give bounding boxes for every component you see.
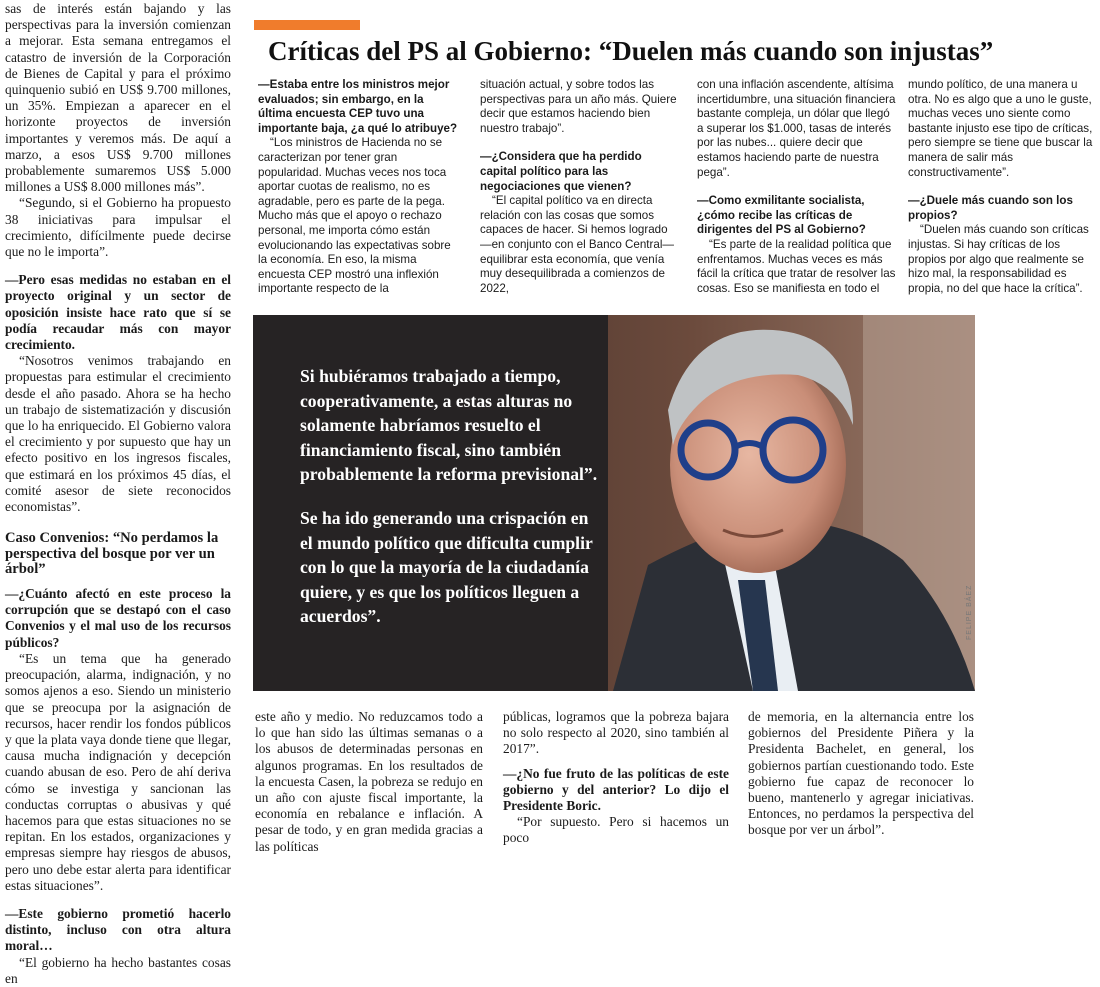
body-paragraph: “Segundo, si el Gobierno ha propuesto 38 iniciativas para impulsar el crecimiento, difícilmente puede decirse que no le importa”. [5,195,231,260]
left-column [5,0,231,986]
body-paragraph: públicas, logramos que la pobreza bajara no solo respecto al 2020, sino también al 2017”. [503,709,729,757]
interview-answer: “Los ministros de Hacienda no se caracterizan por tener gran popularidad. Muchas veces nos toca aportar cuotas de realismo, no es agradable, pero es parte de la pega. Mucho más que el apoyo o rechazo personal, me importa cómo están evolucionando las expectativas sobre la economía. En eso, la misma encuesta CEP mostró una inflexión importante respecto de la [258,136,451,296]
bottom-column-2 [503,709,729,846]
interview-answer: con una inflación ascendente, altísima incertidumbre, una situación financiera bastante compleja, un dólar que llegó a superar los $1.000, tasas de interés por las nubes... quiere decir que estamos haciendo parte de nuestra pega”. [697,78,896,179]
interview-question: —Como exmilitante socialista, ¿cómo recibe las críticas de dirigentes del PS al Gobierno? [697,194,866,237]
interview-answer: situación actual, y sobre todos las perspectivas para un año más. Quiere decir que estamos haciendo bien nuestro trabajo”. [480,78,677,135]
interview-question: —¿Considera que ha perdido capital político para las negociaciones que vienen? [480,150,642,193]
article-headline: Críticas del PS al Gobierno: “Duelen más cuando son injustas” [268,36,994,66]
interview-question: —¿No fue fruto de las políticas de este gobierno y del anterior? Lo dijo el Presidente Boric. [503,765,729,814]
section-subhead: Caso Convenios: “No perdamos la perspectiva del bosque por ver un árbol” [5,530,219,578]
interview-answer: “El capital político va en directa relación con las cosas que somos capaces de hacer. Si hemos logrado —en conjunto con el Banco Central— equilibrar esta economía, que venía muy desequilibrada a comienzos de 2022, [480,194,674,295]
interview-question: —Estaba entre los ministros mejor evaluados; sin embargo, en la última encuesta CEP tuvo una importante baja, ¿a qué lo atribuye? [258,78,458,135]
top-column-1 [258,78,458,296]
bottom-column-1 [255,709,483,854]
body-paragraph: sas de interés están bajando y las perspectivas para la inversión comienzan a mejorar. Esta semana entregamos el catastro de inversión de la Corporación de Bienes de Capital y para el próximo quinquenio subió en US$ 9.700 millones, un 35%. Empiezan a aparecer en el horizonte proyectos de inversión importantes y veremos más. De aquí a marzo, a esos US$ 9.700 millones probablemente sumaremos US$ 5.000 millones a US$ 8.000 millones más”. [5,1,231,195]
interview-answer: “Es un tema que ha generado preocupación, alarma, indignación, y no somos ajenos a eso. Siendo un ministerio que se preocupa por la asignación de recursos, hacer rendir los fondos públicos y que la plata vaya donde tiene que llegar, causa mucha indignación y decepción cuando abusan de eso. Pero de ahí deriva cómo se investiga y sancionan las conductas corruptas o abusivas y qué hacemos para que estas situaciones no se repitan. En los estados, organizaciones y empresas siempre hay riesgos de abusos, pero uno debe estar alerta para identificar estas situaciones”. [5,650,231,893]
interview-question: —Este gobierno prometió hacerlo distinto, incluso con otra altura moral… [5,905,231,954]
interview-answer: mundo político, de una manera u otra. No es algo que a uno le guste, muchas veces uno siente como bastante injusto ese tipo de críticas, pero siempre se tiene que buscar la manera de salir más constructivamente”. [908,78,1093,179]
interview-question: —Pero esas medidas no estaban en el proyecto original y un sector de oposición insiste hace rato que sí se podía recaudar más con mayor crecimiento. [5,272,231,353]
interview-answer: “Duelen más cuando son críticas injustas. Si hay críticas de los propios por algo que realmente se hizo mal, la responsabilidad es propia, no del que hace la crítica”. [908,223,1089,295]
interview-question: —¿Duele más cuando son los propios? [908,194,1073,222]
photo-credit: FELIPE BÁEZ [966,584,973,640]
interview-answer: “El gobierno ha hecho bastantes cosas en [5,954,231,986]
pull-quote-paragraph: Se ha ido generando una crispación en el mundo político que dificulta cumplir con lo que la mayoría de la ciudadanía quiere, y es que los políticos lleguen a acuerdos”. [300,507,593,627]
interview-answer: “Por supuesto. Pero si hacemos un poco [503,814,729,846]
bottom-column-3 [748,709,974,841]
top-column-4 [908,78,1098,295]
body-paragraph: de memoria, en la alternancia entre los gobiernos del Presidente Piñera y la Presidenta Bachelet, en general, los gobiernos partían cuestionando todo. Este gobierno fue capaz de reconocer lo bueno, mantenerlo y agregar iniciativas. Entonces, no perdamos la perspectiva del bosque por ver un árbol”. [748,709,974,838]
top-column-3 [697,78,897,295]
body-paragraph: este año y medio. No reduzcamos todo a lo que han sido las últimas semanas o a los abusos de determinadas personas en algunos programas. En los resultados de la encuesta Casen, la pobreza se redujo en un año con ajuste fiscal importante, la economía en rebalance e inflación. A pesar de todo, y en gran medida gracias a las políticas [255,709,483,854]
section-accent-bar [254,20,360,30]
top-column-2 [480,78,680,295]
interview-answer: “Es parte de la realidad política que enfrentamos. Muchas veces es más fácil la crítica que tratar de resolver las cosas. Eso se manifiesta en todo el [697,237,896,295]
interview-answer: “Nosotros venimos trabajando en propuestas para estimular el crecimiento desde el año pasado. Ahora se ha hecho un trabajo de sistematización y discusión que lo ha enriquecido. El Gobierno valora el crecimiento y por supuesto que hay un efecto positivo en los ingresos fiscales, que estimará en los próximos 45 días, el comité asesor de siete reconocidos economistas”. [5,353,231,515]
pull-quote-paragraph: Si hubiéramos trabajado a tiempo, cooperativamente, a estas alturas no solamente habríamos resuelto el financiamiento fiscal, sino también probablemente la reforma previsional”. [300,366,598,485]
pull-quote [300,364,600,648]
interview-question: —¿Cuánto afectó en este proceso la corrupción que se destapó con el caso Convenios y el mal uso de los recursos públicos? [5,586,231,650]
